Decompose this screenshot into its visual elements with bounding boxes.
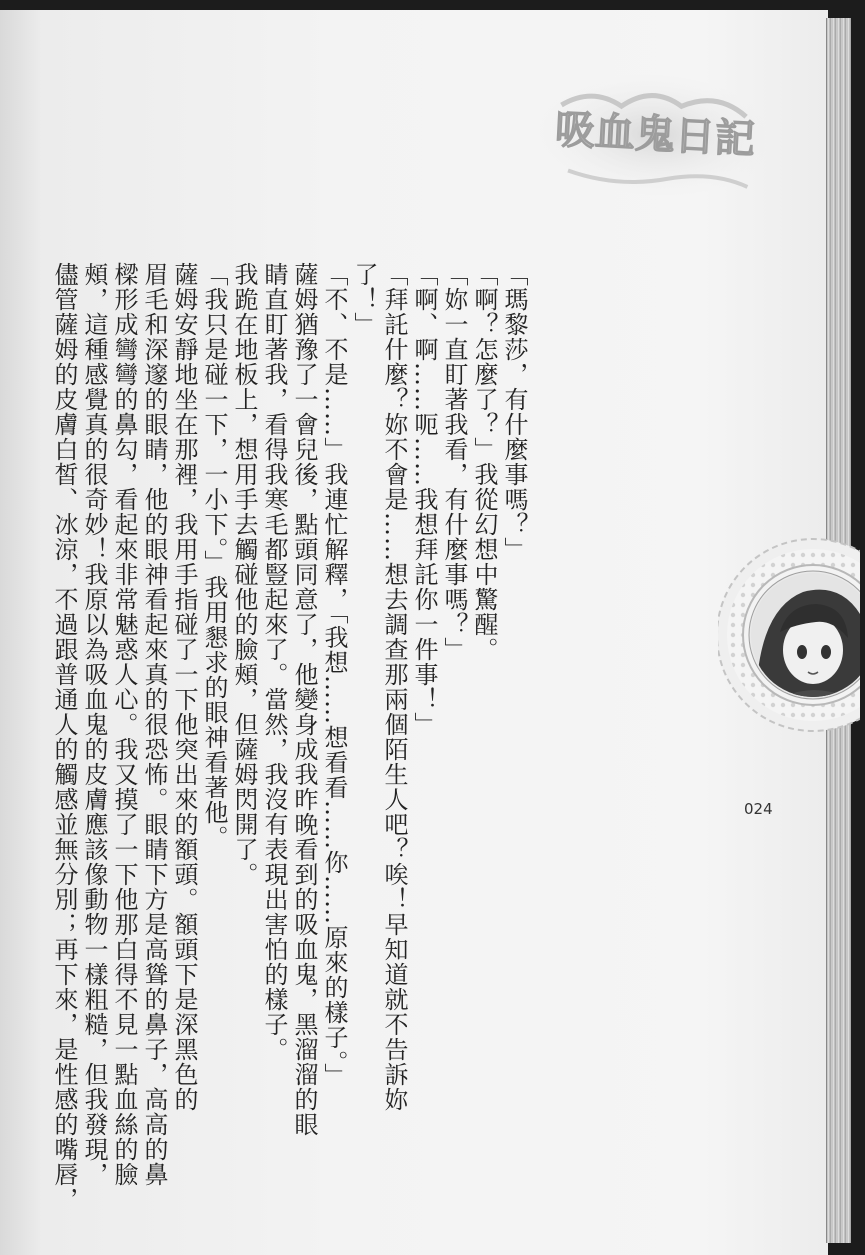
page-number: 024 [744, 800, 773, 818]
text-column: 「不、不是……」我連忙解釋，「我想……想看看……你……原來的樣子。」 [320, 262, 348, 1088]
header-title-logo [527, 64, 783, 207]
vertical-body-text [50, 262, 530, 1212]
text-column: 眉毛和深邃的眼睛，他的眼神看起來真的很恐怖。眼睛下方是高聳的鼻子，高高的鼻 [140, 262, 168, 1187]
lace-frame-portrait [718, 520, 860, 750]
text-column: 了！」 [350, 262, 378, 337]
text-column: 樑形成彎彎的鼻勾，看起來非常魅惑人心。我又摸了一下他那白得不見一點血絲的臉 [110, 262, 138, 1187]
text-column: 儘管薩姆的皮膚白皙、冰涼，不過跟普通人的觸感並無分別；再下來，是性感的嘴唇， [50, 262, 78, 1212]
text-column: 「妳一直盯著我看，有什麼事嗎？」 [440, 262, 468, 662]
text-column: 「瑪黎莎，有什麼事嗎？」 [500, 262, 528, 562]
text-column: 薩姆安靜地坐在那裡，我用手指碰了一下他突出來的額頭。額頭下是深黑色的 [170, 262, 198, 1112]
text-column: 頰，這種感覺真的很奇妙！我原以為吸血鬼的皮膚應該像動物一樣粗糙，但我發現， [80, 262, 108, 1187]
text-column: 薩姆猶豫了一會兒後，點頭同意了，他變身成我昨晚看到的吸血鬼，黑溜溜的眼 [290, 262, 318, 1137]
text-column: 「啊？怎麼了？」我從幻想中驚醒。 [470, 262, 498, 662]
text-column: 「我只是碰一下，一小下。」我用懇求的眼神看著他。 [200, 262, 228, 850]
text-column: 「拜託什麼？妳不會是……想去調查那兩個陌生人吧？唉！早知道就不告訴妳 [380, 262, 408, 1112]
text-column: 「啊、啊……呃……我想拜託你一件事！」 [410, 262, 438, 737]
text-column: 睛直盯著我，看得我寒毛都豎起來了。當然，我沒有表現出害怕的樣子。 [260, 262, 288, 1062]
text-column: 我跪在地板上，想用手去觸碰他的臉頰，但薩姆閃開了。 [230, 262, 258, 887]
header-logo-text: 吸血鬼日記 [553, 105, 757, 164]
